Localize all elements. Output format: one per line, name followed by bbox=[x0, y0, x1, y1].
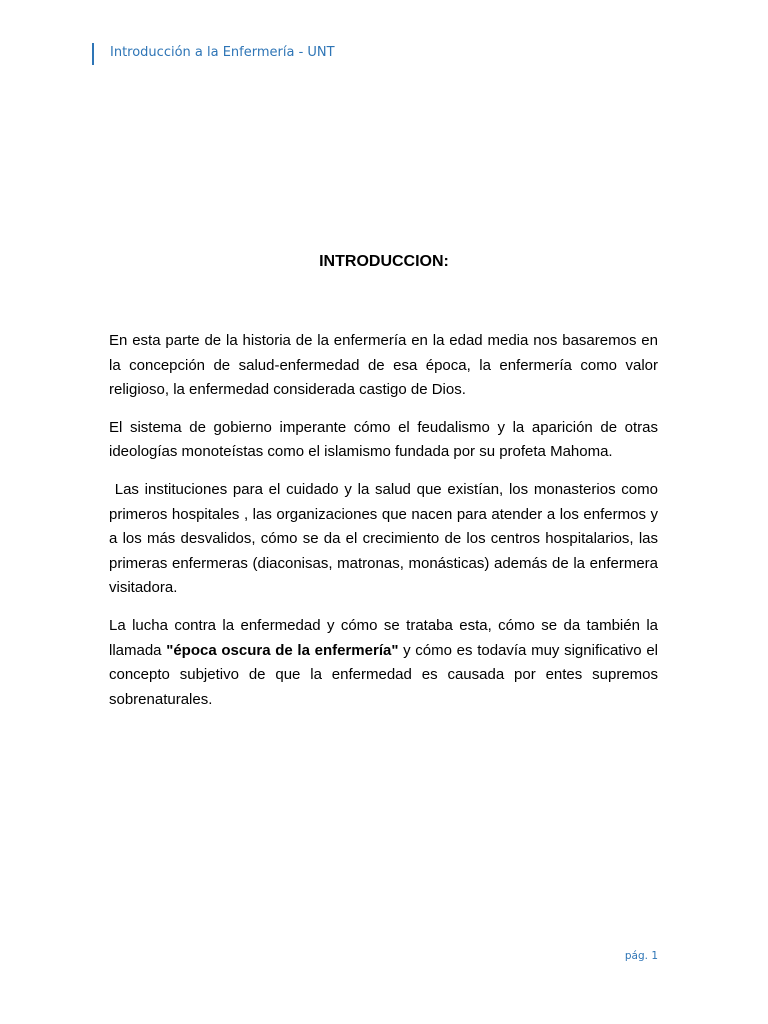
document-title: INTRODUCCION: bbox=[319, 253, 449, 270]
paragraph-3: Las instituciones para el cuidado y la salud que existían, los monasterios como primeros hospitales , las organizaciones que nacen para atender a los enfermos y a los más desvalidos, cómo se da el crecimiento de los centros hospitalarios, las primeras enfermeras (diaconisas, matronas, monásticas) además de la enfermera visitadora. bbox=[109, 480, 663, 597]
paragraph-4 bbox=[109, 614, 658, 712]
paragraph-4-emphasis: "época oscura de la enfermería" bbox=[166, 641, 399, 659]
page-number: pág. 1 bbox=[624, 950, 658, 962]
paragraph-2: El sistema de gobierno imperante cómo el feudalismo y la aparición de otras ideologías monoteístas como el islamismo fundada por su profeta Mahoma. bbox=[109, 418, 658, 461]
paragraph-1: En esta parte de la historia de la enfermería en la edad media nos basaremos en la concepción de salud-enfermedad de esa época, la enfermería como valor religioso, la enfermedad considerada castigo de Dios. bbox=[109, 332, 658, 399]
document-body bbox=[109, 329, 663, 712]
paragraph-4-after: y cómo es todavía muy significativo el concepto subjetivo de que la enfermedad es causada por entes supremos sobrenaturales. bbox=[109, 641, 658, 708]
paragraph-4-before: La lucha contra la enfermedad y cómo se trataba esta, cómo se da también la llamada bbox=[109, 616, 658, 659]
page-header bbox=[92, 43, 335, 65]
header-title: Introducción a la Enfermería - UNT bbox=[110, 45, 335, 60]
